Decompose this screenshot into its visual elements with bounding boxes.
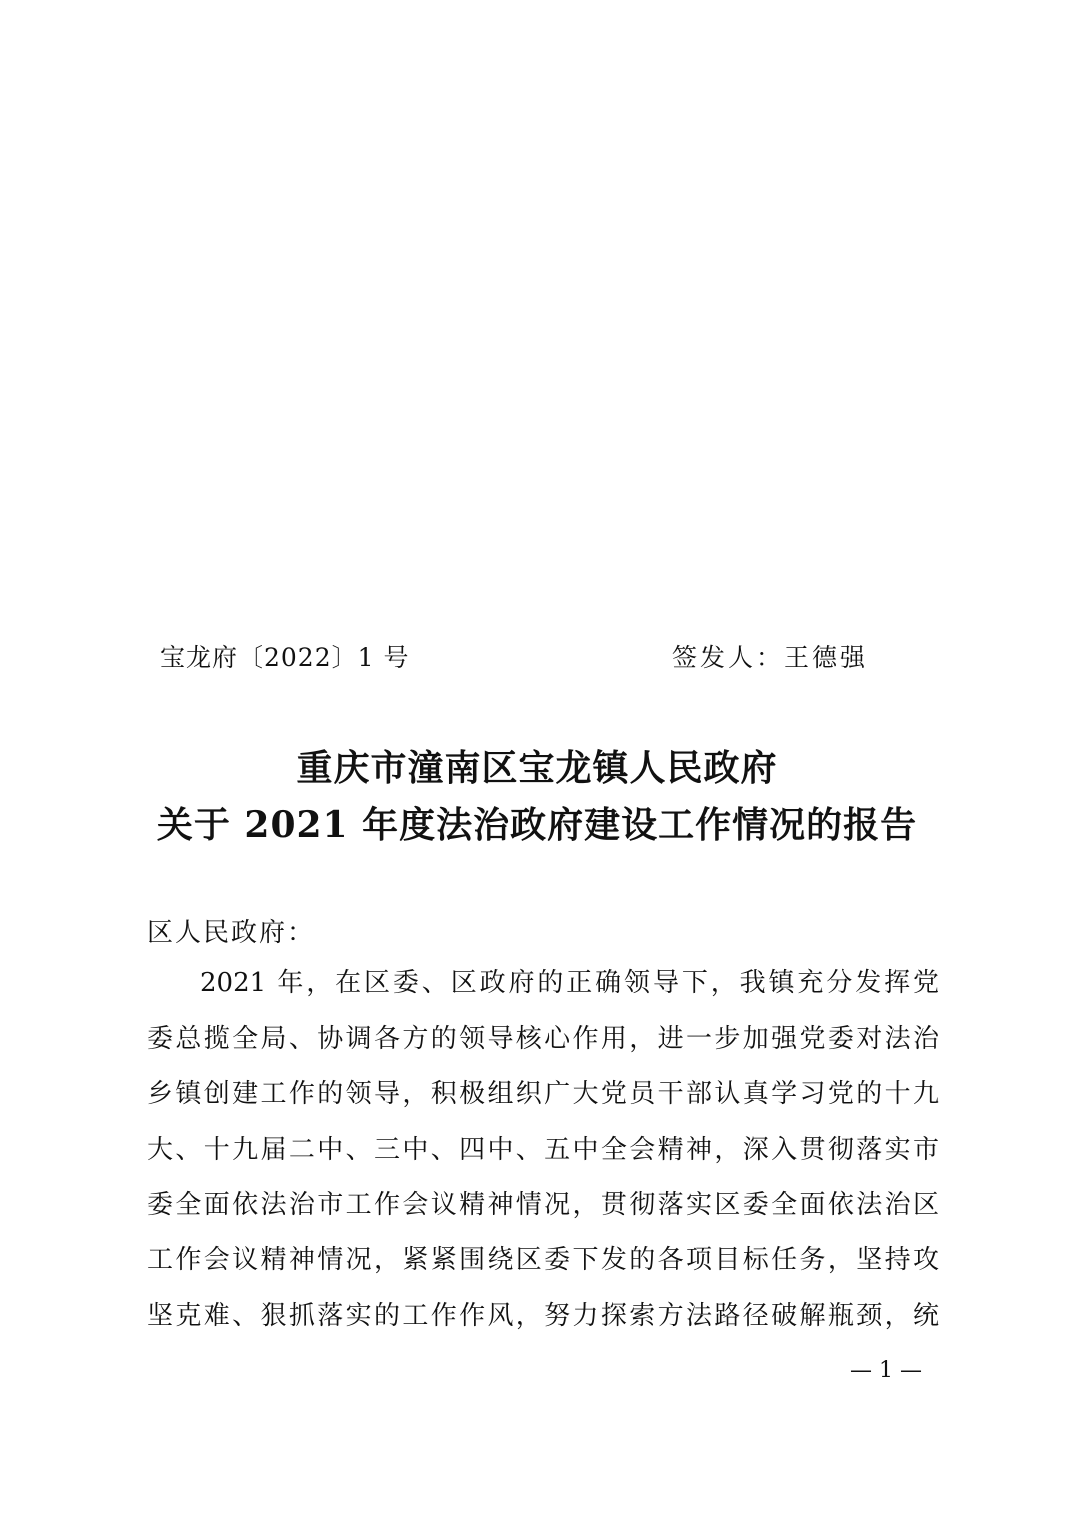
page-title-line-2: 关于 2021 年度法治政府建设工作情况的报告 [156, 804, 918, 846]
body-line: 工作会议精神情况，紧紧围绕区委下发的各项目标任务，坚持攻 [147, 1245, 939, 1275]
page-title-line-1: 重庆市潼南区宝龙镇人民政府 [296, 747, 778, 789]
body-line: 大、十九届二中、三中、四中、五中全会精神，深入贯彻落实市 [147, 1135, 939, 1165]
body-line: 2021 年，在区委、区政府的正确领导下，我镇充分发挥党 [200, 968, 939, 998]
document-number: 宝龙府〔2022〕1 号 [160, 643, 410, 672]
body-line: 委全面依法治市工作会议精神情况，贯彻落实区委全面依法治区 [147, 1190, 939, 1220]
body-line: 坚克难、狠抓落实的工作作风，努力探索方法路径破解瓶颈，统 [147, 1301, 939, 1331]
body-line: 委总揽全局、协调各方的领导核心作用，进一步加强党委对法治 [147, 1024, 939, 1054]
signer: 签发人：王德强 [672, 643, 869, 672]
page-number: — 1 — [850, 1358, 922, 1383]
salutation: 区人民政府： [147, 918, 316, 948]
body-line: 乡镇创建工作的领导，积极组织广大党员干部认真学习党的十九 [147, 1079, 939, 1109]
